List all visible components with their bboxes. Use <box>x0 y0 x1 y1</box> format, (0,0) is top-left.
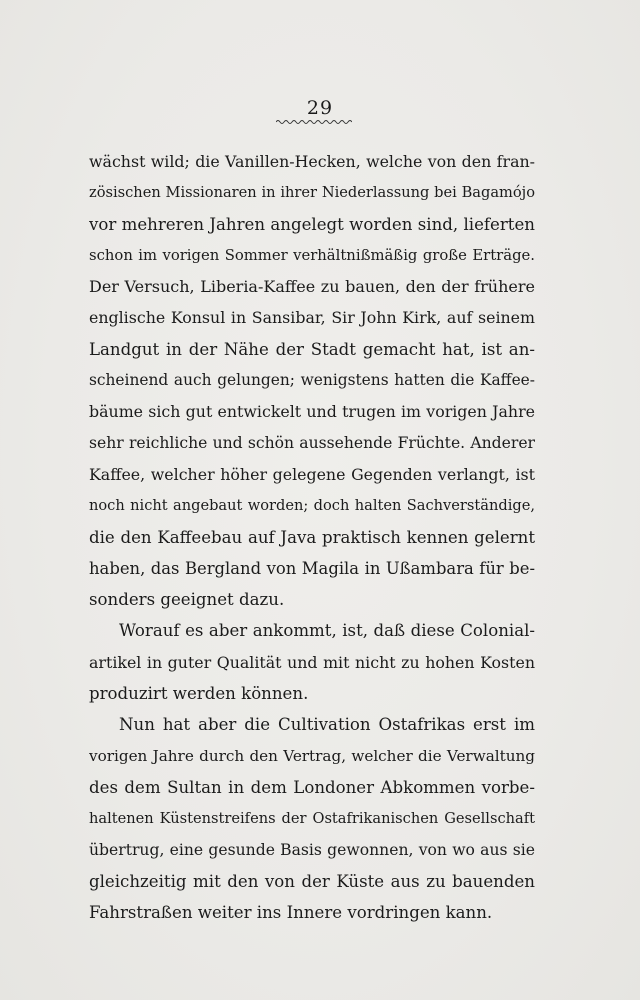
text-line: vorigen Jahre durch den Vertrag, welcher die Verwaltung <box>89 746 535 765</box>
text-line: schon im vorigen Sommer verhältnißmäßig große Erträge. <box>89 246 535 264</box>
text-line: artikel in guter Qualität und mit nicht zu hohen Kosten <box>89 652 535 672</box>
text-line: haben, das Bergland von Magila in Ußambara für be- <box>89 558 535 578</box>
text-line: Worauf es aber ankommt, ist, daß diese Colonial- <box>119 621 535 641</box>
text-line: wächst wild; die Vanillen-Hecken, welche von den fran- <box>89 152 535 171</box>
text-line: noch nicht angebaut worden; doch halten Sachverständige, <box>89 497 535 515</box>
text-line: haltenen Küstenstreifens der Ostafrikanischen Gesellschaft <box>89 810 535 828</box>
text-line: gleichzeitig mit den von der Küste aus zu bauenden <box>89 871 535 891</box>
text-line: des dem Sultan in dem Londoner Abkommen vorbe- <box>89 777 535 797</box>
text-line: englische Konsul in Sansibar, Sir John Kirk, auf seinem <box>89 308 535 328</box>
text-line: die den Kaffeebau auf Java praktisch kennen gelernt <box>89 527 535 547</box>
text-line: Landgut in der Nähe der Stadt gemacht hat, ist an- <box>89 339 535 359</box>
text-line: übertrug, eine gesunde Basis gewonnen, von wo aus sie <box>89 840 535 859</box>
text-line: sehr reichliche und schön aussehende Früchte. Anderer <box>89 433 535 452</box>
text-line: Nun hat aber die Cultivation Ostafrikas erst im <box>119 715 535 735</box>
text-line: bäume sich gut entwickelt und trugen im vorigen Jahre <box>89 402 535 422</box>
text-line: zösischen Missionaren in ihrer Niederlassung bei Bagamójo <box>89 184 535 202</box>
text-line: Der Versuch, Liberia-Kaffee zu bauen, den der frühere <box>89 277 535 297</box>
text-line: produzirt werden können. <box>89 684 309 704</box>
text-line: vor mehreren Jahren angelegt worden sind, lieferten <box>89 214 535 234</box>
text-line: Fahrstraßen weiter ins Innere vordringen kann. <box>89 903 493 923</box>
body-text <box>89 146 535 928</box>
text-line: Kaffee, welcher höher gelegene Gegenden verlangt, ist <box>89 464 535 484</box>
text-line: scheinend auch gelungen; wenigstens hatten die Kaffee- <box>89 371 535 390</box>
wavy-rule-ornament <box>276 119 352 125</box>
page-number: 29 <box>306 97 334 119</box>
text-line: sonders geeignet dazu. <box>89 590 285 610</box>
